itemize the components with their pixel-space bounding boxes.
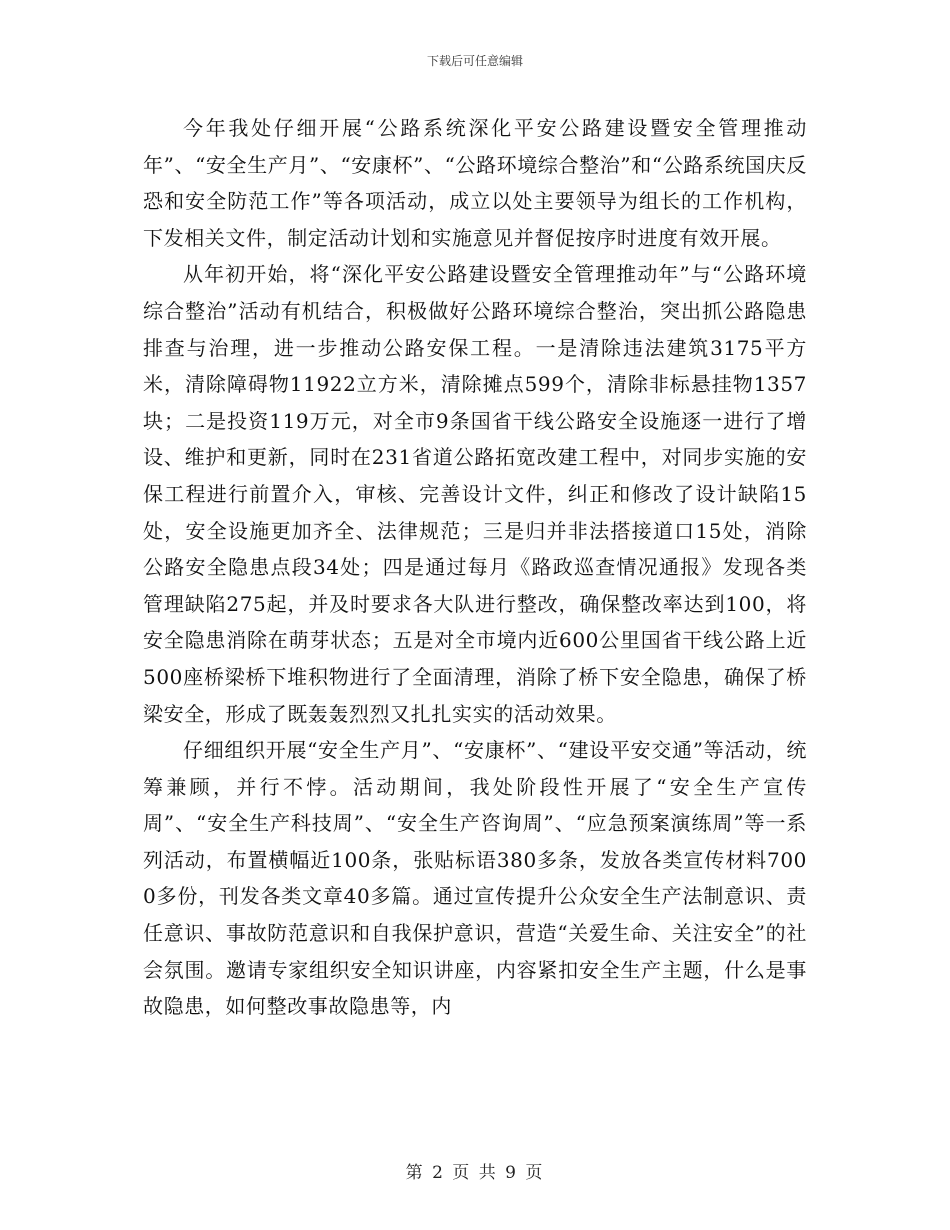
document-body: [143, 110, 807, 1025]
paragraph-1: 今年我处仔细开展“公路系统深化平安公路建设暨安全管理推动年”、“安全生产月”、“安康杯”、“公路环境综合整治”和“公路系统国庆反恐和安全防范工作”等各项活动，成立以处主要领导为组长的工作机构，下发相关文件，制定活动计划和实施意见并督促按序时进度有效开展。: [143, 116, 807, 250]
page-header: 下载后可任意编辑: [426, 54, 523, 68]
paragraph-3: 仔细组织开展“安全生产月”、“安康杯”、“建设平安交通”等活动，统筹兼顾，并行不悖。活动期间，我处阶段性开展了“安全生产宣传周”、“安全生产科技周”、“安全生产咨询周”、“应急预案演练周”等一系列活动，布置横幅近100条，张贴标语380多条，发放各类宣传材料7000多份，刊发各类文章40多篇。通过宣传提升公众安全生产法制意识、责任意识、事故防范意识和自我保护意识，营造“关爱生命、关注安全”的社会氛围。邀请专家组织安全知识讲座，内容紧扣安全生产主题，什么是事故隐患，如何整改事故隐患等，内: [143, 738, 807, 1019]
page-number: 第 2 页 共 9 页: [405, 1163, 545, 1183]
paragraph-2: 从年初开始，将“深化平安公路建设暨安全管理推动年”与“公路环境综合整治”活动有机结合，积极做好公路环境综合整治，突出抓公路隐患排查与治理，进一步推动公路安保工程。一是清除违法建筑3175平方米，清除障碍物11922立方米，清除摊点599个，清除非标悬挂物1357块；二是投资119万元，对全市9条国省干线公路安全设施逐一进行了增设、维护和更新，同时在231省道公路拓宽改建工程中，对同步实施的安保工程进行前置介入，审核、完善设计文件，纠正和修改了设计缺陷15处，安全设施更加齐全、法律规范；三是归并非法搭接道口15处，消除公路安全隐患点段34处；四是通过每月《路政巡查情况通报》发现各类管理缺陷275起，并及时要求各大队进行整改，确保整改率达到100，将安全隐患消除在萌芽状态；五是对全市境内近600公里国省干线公路上近500座桥梁桥下堆积物进行了全面清理，消除了桥下安全隐患，确保了桥梁安全，形成了既轰轰烈烈又扎扎实实的活动效果。: [143, 262, 807, 726]
